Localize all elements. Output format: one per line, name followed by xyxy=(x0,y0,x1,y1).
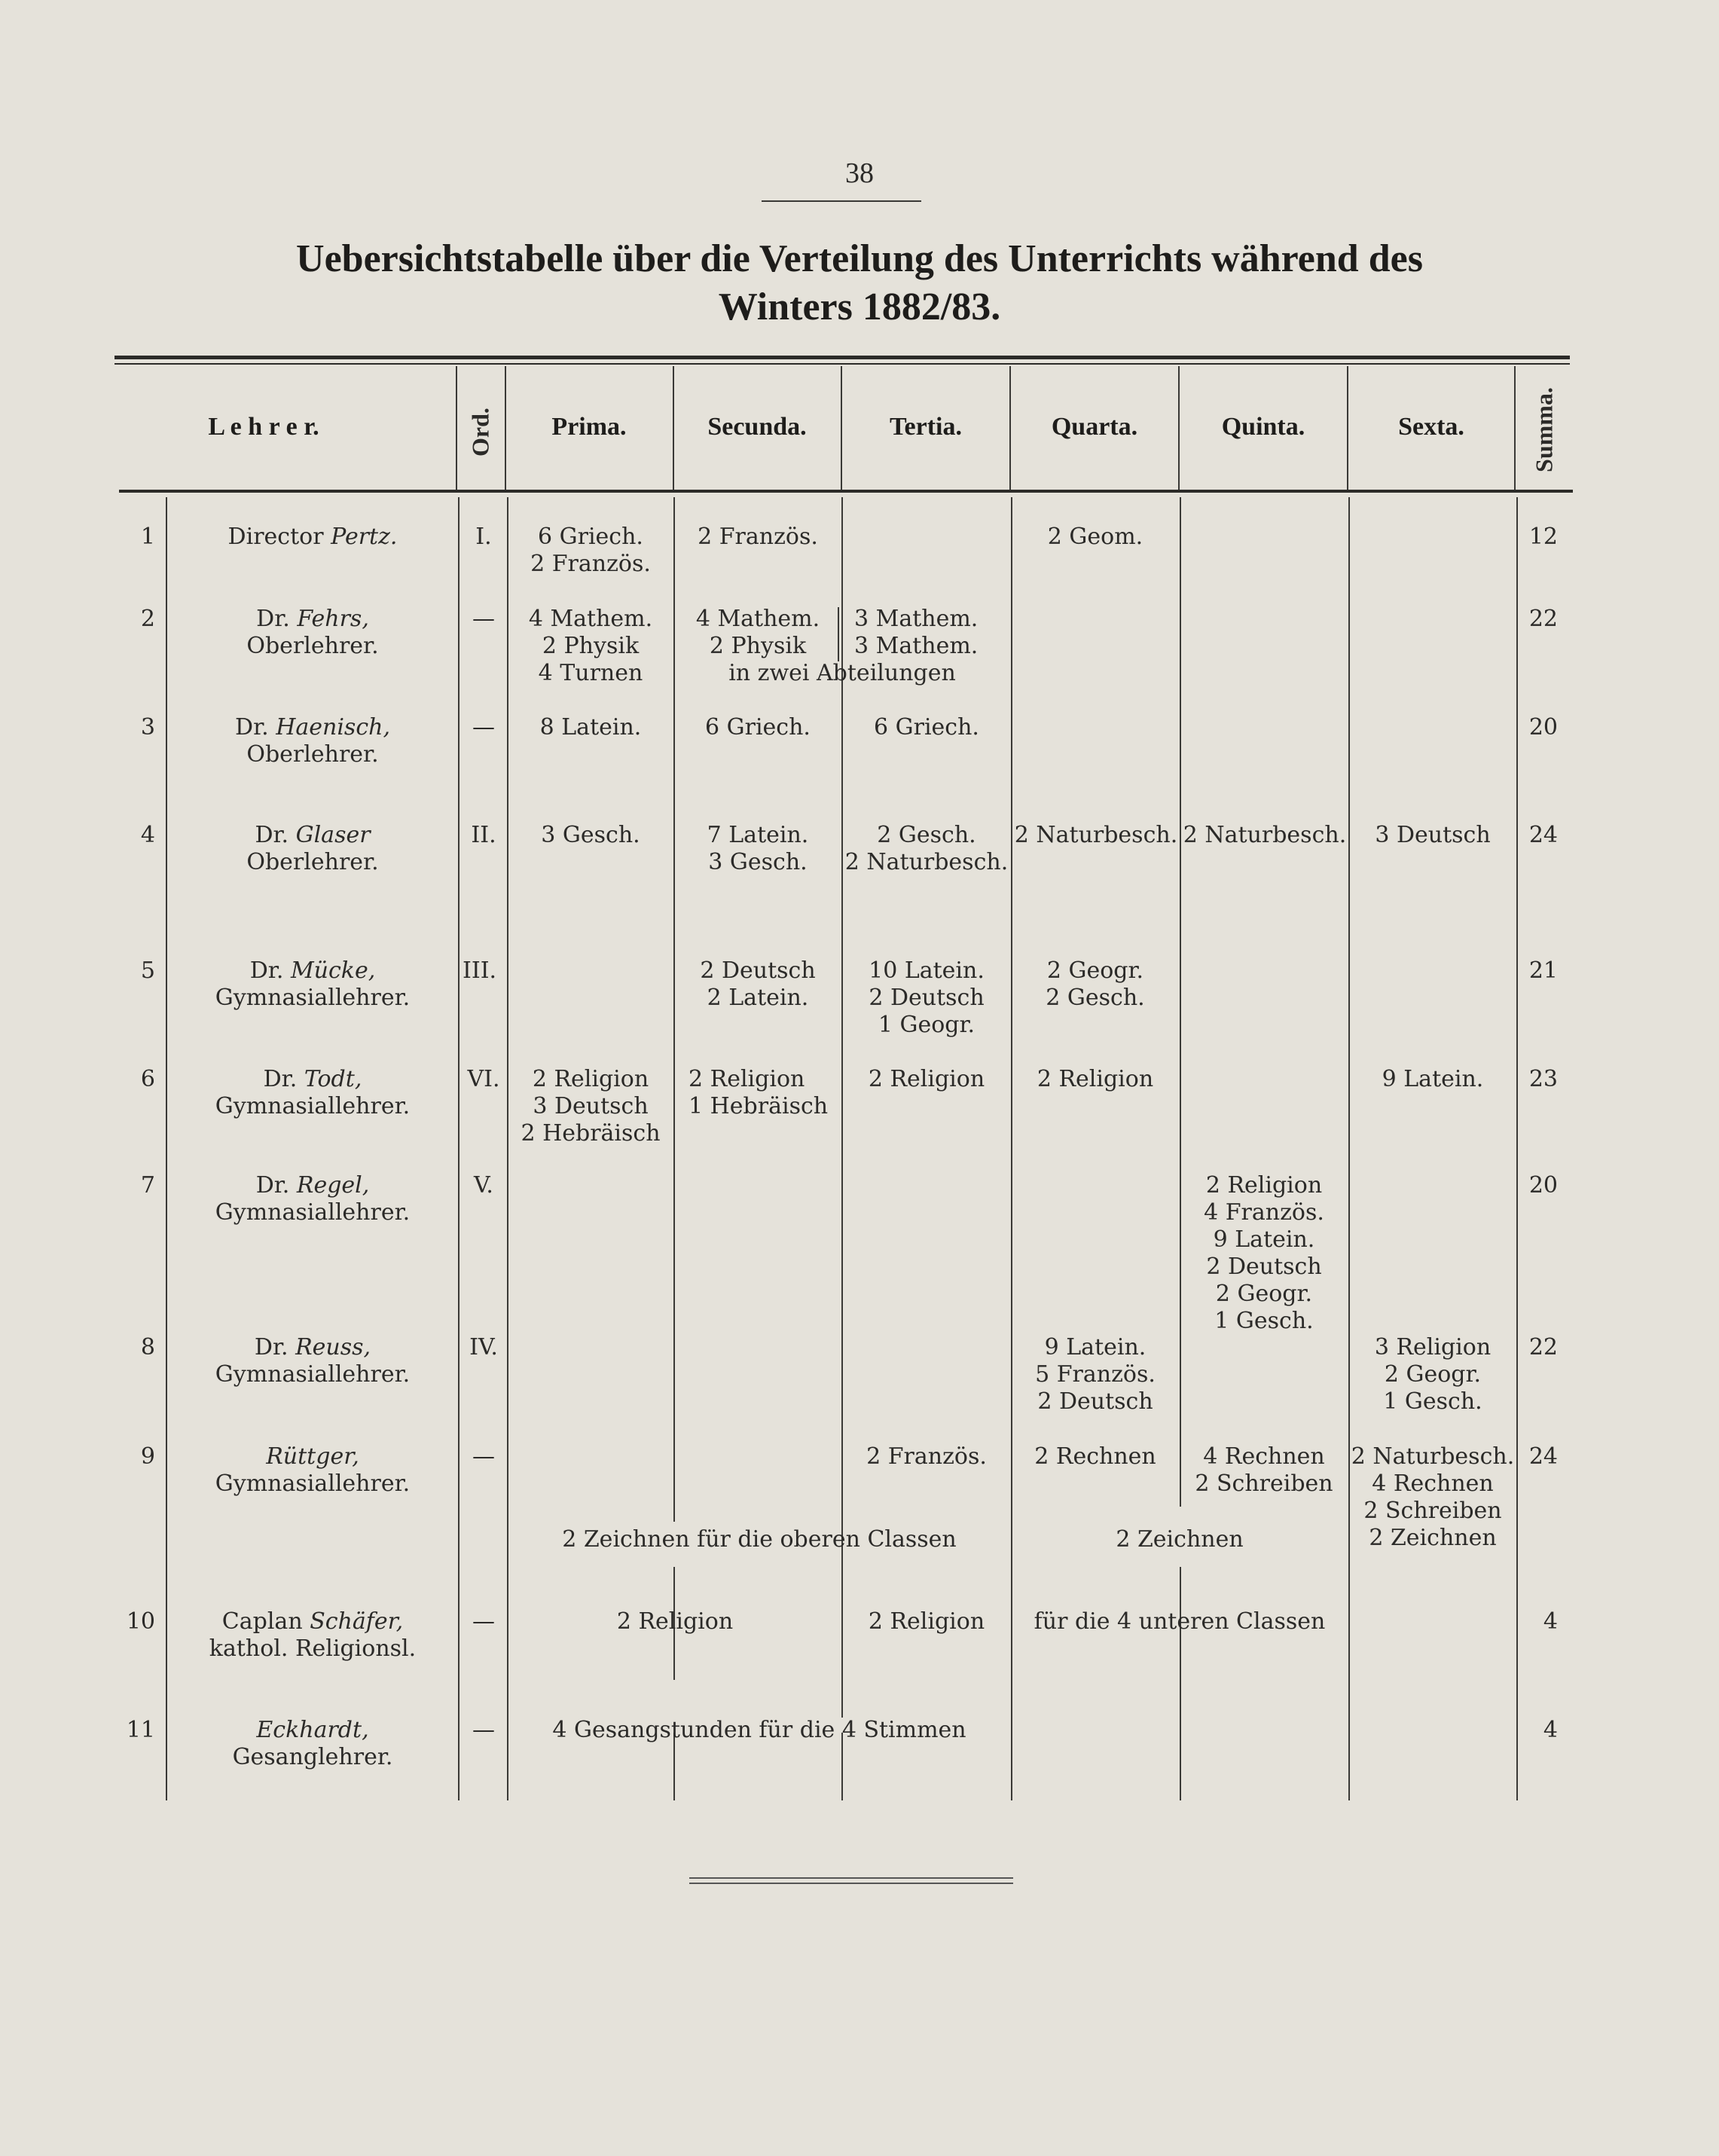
header-ord: Ord. xyxy=(466,408,494,457)
span-gesang: 4 Gesangstunden für die 4 Stimmen xyxy=(552,1717,966,1743)
body-divider xyxy=(507,497,508,1800)
teacher-name: Dr. Todt, Gymnasiallehrer. xyxy=(169,1066,456,1120)
ordinariat: III. xyxy=(463,957,497,984)
tertia-cell: 10 Latein. 2 Deutsch 1 Geogr. xyxy=(869,957,985,1038)
sexta-cell: 3 Deutsch xyxy=(1375,822,1491,848)
summa-cell: 22 xyxy=(1528,606,1558,632)
ordinariat: V. xyxy=(474,1172,493,1199)
sexta-cell: 3 Religion 2 Geogr. 1 Gesch. xyxy=(1374,1334,1492,1415)
teacher-name: Rüttger, Gymnasiallehrer. xyxy=(169,1443,456,1498)
ordinariat: — xyxy=(472,1443,495,1470)
closing-rule xyxy=(689,1883,1013,1884)
header-divider xyxy=(456,366,457,490)
secunda-cell: 6 Griech. xyxy=(705,714,811,741)
page-number-rule xyxy=(762,200,921,202)
summa-cell: 4 xyxy=(1543,1608,1558,1635)
summa-cell: 24 xyxy=(1528,1443,1558,1470)
body-divider xyxy=(1348,497,1350,1800)
teacher-name: Dr. Reuss, Gymnasiallehrer. xyxy=(169,1334,456,1388)
span-religion-oberen: 2 Religion xyxy=(616,1608,734,1635)
row-number: 4 xyxy=(140,822,155,848)
page-title xyxy=(121,235,1598,331)
prima-cell: 6 Griech. 2 Französ. xyxy=(530,524,651,577)
teacher-name: Dr. Mücke, Gymnasiallehrer. xyxy=(169,957,456,1012)
prima-cell: 8 Latein. xyxy=(539,714,642,741)
quinta-cell: 2 Naturbesch. xyxy=(1183,822,1347,848)
row-number: 5 xyxy=(140,957,155,984)
quarta-cell: 2 Religion xyxy=(1037,1066,1154,1092)
tertia-cell: 2 Gesch. 2 Naturbesch. xyxy=(844,822,1009,875)
header-prima: Prima. xyxy=(551,413,627,441)
ordinariat: — xyxy=(472,1717,495,1743)
teacher-role: Oberlehrer. xyxy=(246,633,379,659)
secunda-cell: 2 Religion 1 Hebräisch xyxy=(689,1066,829,1119)
teacher-name xyxy=(169,524,456,551)
quinta-cell: 2 Religion 4 Französ. 9 Latein. 2 Deutsch 2 Geogr. 1 Gesch. xyxy=(1204,1172,1324,1334)
ordinariat: IV. xyxy=(469,1334,498,1360)
body-divider xyxy=(1180,497,1181,1507)
teacher-name: Dr. Haenisch, Oberlehrer. xyxy=(169,714,456,768)
teacher-name: Caplan Schäfer, kathol. Religionsl. xyxy=(169,1608,456,1663)
header-quinta: Quinta. xyxy=(1221,413,1305,441)
title-line-2: Winters 1882/83. xyxy=(718,286,1001,328)
header-summa: Summa. xyxy=(1530,387,1558,472)
secunda-cell: 4 Mathem. 2 Physik xyxy=(695,606,820,659)
row-number: 1 xyxy=(140,524,155,550)
body-divider xyxy=(1516,497,1518,1800)
tertia-cell: 6 Griech. xyxy=(874,714,979,741)
summa-cell: 24 xyxy=(1528,822,1558,848)
ordinariat: — xyxy=(472,714,495,741)
row-number: 9 xyxy=(140,1443,155,1470)
quarta-cell: 2 Geogr. 2 Gesch. xyxy=(1046,957,1145,1011)
summa-cell: 4 xyxy=(1543,1717,1558,1743)
summa-cell: 20 xyxy=(1528,1172,1558,1199)
header-sexta: Sexta. xyxy=(1398,413,1464,441)
quarta-cell: 2 Rechnen xyxy=(1034,1443,1156,1470)
table-top-rule xyxy=(114,356,1570,359)
row-number: 3 xyxy=(140,714,155,741)
row-number: 2 xyxy=(140,606,155,632)
teacher-role: Oberlehrer. xyxy=(246,849,379,875)
teacher-name: Eckhardt, Gesanglehrer. xyxy=(169,1717,456,1771)
summa-cell: 22 xyxy=(1528,1334,1558,1360)
tertia-cell: 2 Religion xyxy=(868,1066,985,1092)
sexta-cell: 9 Latein. xyxy=(1382,1066,1484,1092)
sexta-cell: 2 Naturbesch. 4 Rechnen 2 Schreiben 2 Zeichnen xyxy=(1351,1443,1515,1551)
body-divider xyxy=(166,497,167,1800)
tertia-cell: 2 Religion xyxy=(868,1608,985,1635)
ordinariat: — xyxy=(472,1608,495,1635)
row-number: 8 xyxy=(140,1334,155,1360)
span-zeichnen-unteren: 2 Zeichnen xyxy=(1116,1526,1244,1553)
title-line-1: Uebersichtstabelle über die Verteilung des Unterrichts während des xyxy=(296,237,1423,280)
teacher-role: Gymnasiallehrer. xyxy=(215,1470,411,1497)
teacher-title: Director xyxy=(227,524,324,550)
teacher-name: Dr. Glaser Oberlehrer. xyxy=(169,822,456,876)
prima-cell: 4 Mathem. 2 Physik 4 Turnen xyxy=(528,606,653,686)
teacher-name: Dr. Regel, Gymnasiallehrer. xyxy=(169,1172,456,1226)
teacher-role: Gesanglehrer. xyxy=(232,1744,393,1770)
table-top-rule-thin xyxy=(114,363,1570,365)
teacher-name: Dr. Fehrs, Oberlehrer. xyxy=(169,606,456,660)
teacher-role: Oberlehrer. xyxy=(246,741,379,768)
teacher-surname: Pertz. xyxy=(331,524,398,550)
row-number: 7 xyxy=(140,1172,155,1199)
ordinariat: I. xyxy=(475,524,492,550)
prima-cell: 2 Religion 3 Deutsch 2 Hebräisch xyxy=(521,1066,661,1147)
summa-cell: 21 xyxy=(1528,957,1558,984)
body-divider xyxy=(1011,497,1012,1800)
body-divider xyxy=(458,497,460,1800)
quarta-cell: 9 Latein. 5 Französ. 2 Deutsch xyxy=(1035,1334,1156,1415)
teacher-role: Gymnasiallehrer. xyxy=(215,985,411,1011)
header-lehrer: L e h r e r. xyxy=(208,413,319,441)
teacher-role: Gymnasiallehrer. xyxy=(215,1093,411,1119)
ordinariat: II. xyxy=(471,822,496,848)
summa-cell: 20 xyxy=(1528,714,1558,741)
subdivider xyxy=(838,607,839,661)
closing-rule xyxy=(689,1877,1013,1879)
tertia-cell: 2 Französ. xyxy=(866,1443,987,1470)
row-number: 11 xyxy=(126,1717,155,1743)
ordinariat: VI. xyxy=(467,1066,500,1092)
summa-cell: 12 xyxy=(1528,524,1558,550)
span-note: in zwei Abteilungen xyxy=(728,660,956,686)
tertia-cell: 3 Mathem. 3 Mathem. xyxy=(854,606,979,659)
header-tertia: Tertia. xyxy=(889,413,962,441)
header-bottom-rule xyxy=(119,490,1573,493)
quinta-cell: 4 Rechnen 2 Schreiben xyxy=(1195,1443,1333,1497)
header-divider xyxy=(1514,366,1516,490)
page-number: 38 xyxy=(845,157,874,189)
secunda-cell: 7 Latein. 3 Gesch. xyxy=(707,822,809,875)
span-zeichnen-oberen: 2 Zeichnen für die oberen Classen xyxy=(562,1526,957,1553)
teacher-role: kathol. Religionsl. xyxy=(209,1635,417,1662)
teacher-role: Gymnasiallehrer. xyxy=(215,1361,411,1388)
header-quarta: Quarta. xyxy=(1051,413,1138,441)
row-number: 6 xyxy=(140,1066,155,1092)
summa-cell: 23 xyxy=(1528,1066,1558,1092)
secunda-cell: 2 Deutsch 2 Latein. xyxy=(700,957,816,1011)
row-number: 10 xyxy=(126,1608,155,1635)
header-secunda: Secunda. xyxy=(707,413,807,441)
partial-divider xyxy=(1180,1567,1181,1800)
prima-cell: 3 Gesch. xyxy=(541,822,640,848)
ordinariat: — xyxy=(472,606,495,632)
teacher-role: Gymnasiallehrer. xyxy=(215,1199,411,1226)
span-unteren-classen: für die 4 unteren Classen xyxy=(1034,1608,1326,1635)
quarta-cell: 2 Geom. xyxy=(1047,524,1143,550)
quarta-cell: 2 Naturbesch. xyxy=(1014,822,1178,848)
secunda-cell: 2 Französ. xyxy=(698,524,818,550)
